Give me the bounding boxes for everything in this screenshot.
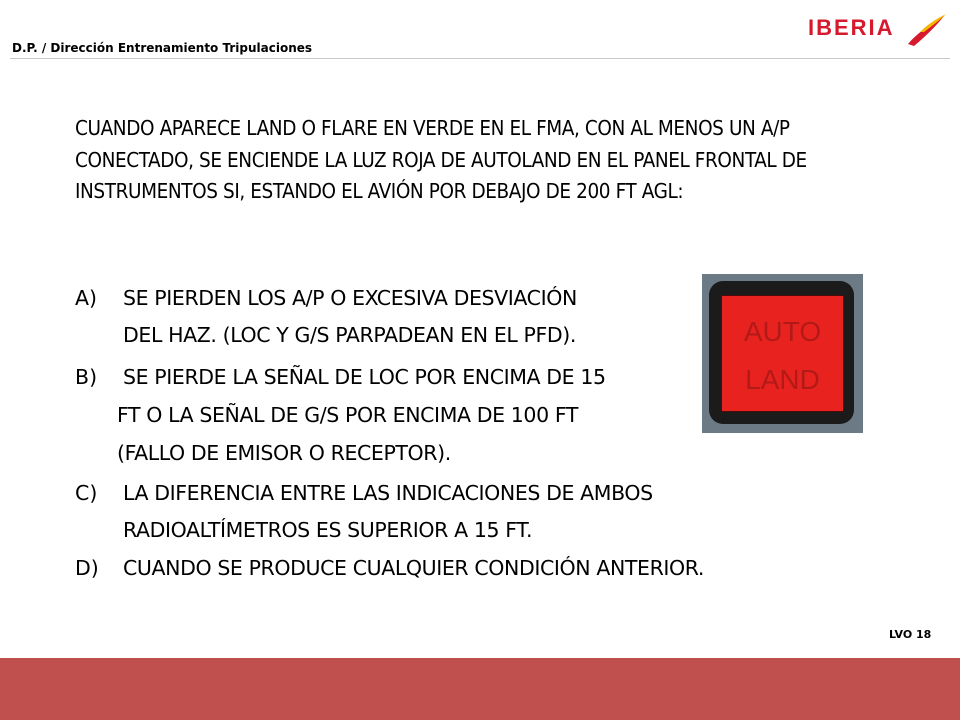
option-d-letter: D) xyxy=(75,556,99,580)
option-b-line-3: (FALLO DE EMISOR O RECEPTOR). xyxy=(117,441,451,465)
iberia-logo xyxy=(808,12,948,48)
autoland-light-text-auto: AUTO xyxy=(743,316,822,347)
option-c-line-1: LA DIFERENCIA ENTRE LAS INDICACIONES DE AMBOS xyxy=(123,481,653,505)
autoland-light-lens xyxy=(721,295,844,412)
autoland-light-text-land: LAND xyxy=(745,364,820,395)
option-a-line-2: DEL HAZ. (LOC Y G/S PARPADEAN EN EL PFD). xyxy=(123,323,576,347)
option-a-line-1: SE PIERDEN LOS A/P O EXCESIVA DESVIACIÓN xyxy=(123,286,577,310)
footer-band xyxy=(0,658,960,720)
question-text: CUANDO APARECE LAND O FLARE EN VERDE EN EL FMA, CON AL MENOS UN A/P CONECTADO, SE ENCIENDE LA LUZ ROJA DE AUTOLAND EN EL PANEL FRONTAL DE INSTRUMENTOS SI, ESTANDO EL AVIÓN POR DEBAJO DE 200 FT AGL: xyxy=(75,116,807,203)
option-b-line-2: FT O LA SEÑAL DE G/S POR ENCIMA DE 100 FT xyxy=(117,403,578,427)
slide-id: LVO 18 xyxy=(889,628,932,641)
option-c-line-2: RADIOALTÍMETROS ES SUPERIOR A 15 FT. xyxy=(123,518,533,542)
department-title: D.P. / Dirección Entrenamiento Tripulaciones xyxy=(12,41,313,55)
iberia-swoosh-icon xyxy=(906,12,948,48)
option-c-letter: C) xyxy=(75,481,98,505)
autoland-light-bezel xyxy=(709,281,854,424)
autoland-light-panel xyxy=(702,274,863,433)
option-a-letter: A) xyxy=(75,286,98,310)
logo-text: IBERIA xyxy=(808,15,895,40)
option-d-line-1: CUANDO SE PRODUCE CUALQUIER CONDICIÓN ANTERIOR. xyxy=(123,556,705,580)
option-b-letter: B) xyxy=(75,365,98,389)
header-divider xyxy=(10,58,950,59)
option-b-line-1: SE PIERDE LA SEÑAL DE LOC POR ENCIMA DE 15 xyxy=(123,365,606,389)
